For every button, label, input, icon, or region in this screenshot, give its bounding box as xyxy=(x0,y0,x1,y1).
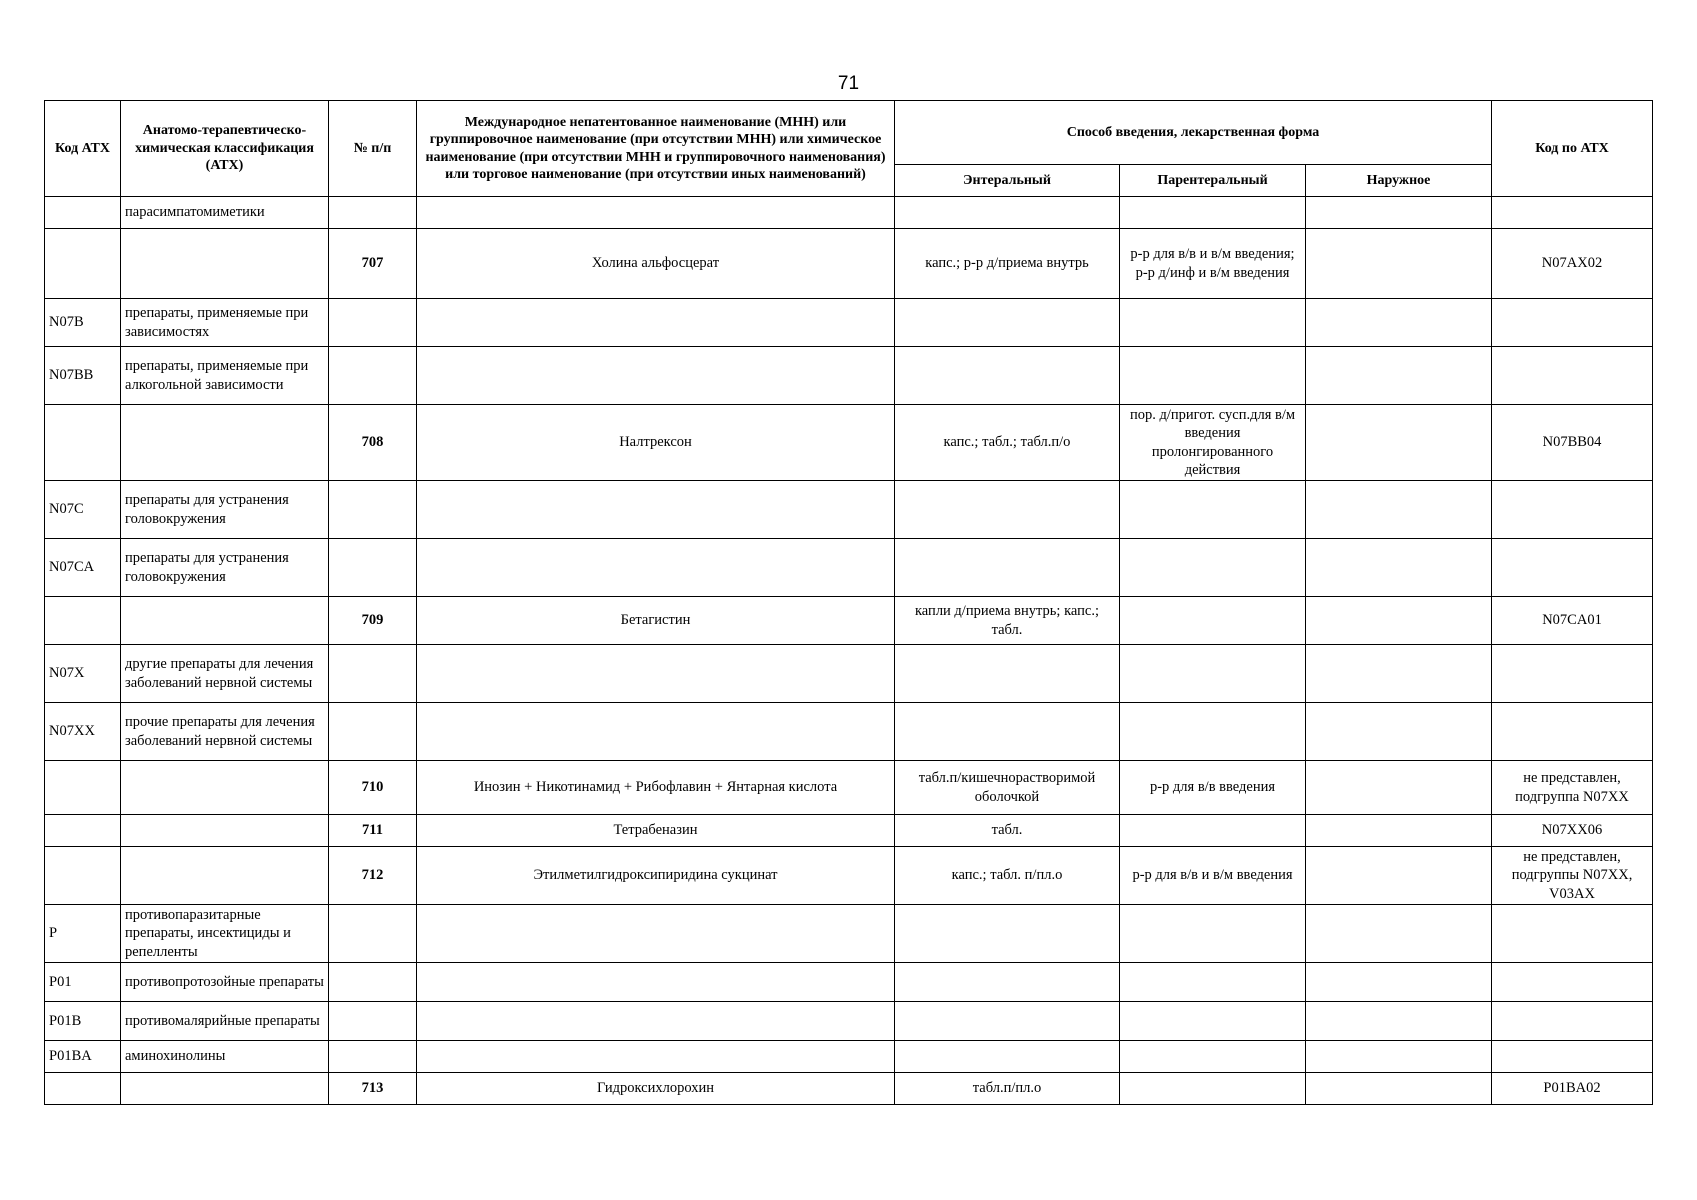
cell-drug-name: Этилметилгидроксипиридина сукцинат xyxy=(417,847,895,905)
table-row xyxy=(45,539,1653,597)
cell-drug-name: Инозин + Никотинамид + Рибофлавин + Янтарная кислота xyxy=(417,761,895,815)
cell-external xyxy=(1306,405,1492,481)
cell-code: P01 xyxy=(45,963,121,1002)
cell-enteral xyxy=(895,197,1120,229)
cell-number: 710 xyxy=(329,761,417,815)
drug-table xyxy=(44,100,1653,1105)
cell-number xyxy=(329,645,417,703)
cell-enteral xyxy=(895,1041,1120,1073)
cell-code xyxy=(45,815,121,847)
cell-code: N07B xyxy=(45,299,121,347)
cell-external xyxy=(1306,197,1492,229)
cell-external xyxy=(1306,963,1492,1002)
cell-classification: противопротозойные препараты xyxy=(121,963,329,1002)
cell-code: N07C xyxy=(45,481,121,539)
header-classification: Анатомо-терапевтическо-химическая классификация (АТХ) xyxy=(121,101,329,197)
cell-parenteral xyxy=(1120,1041,1306,1073)
table-row xyxy=(45,847,1653,905)
cell-classification: препараты, применяемые при зависимостях xyxy=(121,299,329,347)
cell-external xyxy=(1306,815,1492,847)
cell-atx-code: N07AX02 xyxy=(1492,229,1653,299)
cell-classification: аминохинолины xyxy=(121,1041,329,1073)
cell-number xyxy=(329,703,417,761)
cell-parenteral xyxy=(1120,299,1306,347)
cell-external xyxy=(1306,645,1492,703)
cell-drug-name xyxy=(417,905,895,963)
cell-number: 707 xyxy=(329,229,417,299)
cell-enteral xyxy=(895,1002,1120,1041)
cell-parenteral xyxy=(1120,597,1306,645)
cell-external xyxy=(1306,1073,1492,1105)
cell-parenteral xyxy=(1120,347,1306,405)
cell-code xyxy=(45,1073,121,1105)
cell-classification: другие препараты для лечения заболеваний нервной системы xyxy=(121,645,329,703)
cell-external xyxy=(1306,847,1492,905)
table-row xyxy=(45,405,1653,481)
cell-classification: противомалярийные препараты xyxy=(121,1002,329,1041)
cell-classification xyxy=(121,597,329,645)
cell-external xyxy=(1306,597,1492,645)
cell-number xyxy=(329,963,417,1002)
cell-external xyxy=(1306,347,1492,405)
cell-number xyxy=(329,481,417,539)
cell-enteral xyxy=(895,963,1120,1002)
cell-code xyxy=(45,229,121,299)
page-number: 71 xyxy=(837,73,860,94)
table-row xyxy=(45,761,1653,815)
table-row xyxy=(45,197,1653,229)
cell-atx-code: не представлен, подгруппы N07XX, V03AX xyxy=(1492,847,1653,905)
cell-classification: парасимпатомиметики xyxy=(121,197,329,229)
header-external: Наружное xyxy=(1306,165,1492,197)
cell-external xyxy=(1306,229,1492,299)
cell-enteral: табл.п/кишечнорастворимой оболочкой xyxy=(895,761,1120,815)
cell-enteral xyxy=(895,539,1120,597)
cell-atx-code: P01BA02 xyxy=(1492,1073,1653,1105)
cell-enteral: табл. xyxy=(895,815,1120,847)
table-row xyxy=(45,597,1653,645)
cell-atx-code xyxy=(1492,905,1653,963)
cell-drug-name xyxy=(417,1002,895,1041)
table-row xyxy=(45,645,1653,703)
table-row xyxy=(45,347,1653,405)
cell-parenteral: пор. д/пригот. сусп.для в/м введения пролонгированного действия xyxy=(1120,405,1306,481)
cell-classification: препараты для устранения головокружения xyxy=(121,481,329,539)
cell-atx-code xyxy=(1492,703,1653,761)
table-row xyxy=(45,1041,1653,1073)
cell-drug-name xyxy=(417,347,895,405)
cell-enteral: капли д/приема внутрь; капс.; табл. xyxy=(895,597,1120,645)
table-row xyxy=(45,481,1653,539)
cell-enteral: капс.; табл.; табл.п/о xyxy=(895,405,1120,481)
cell-drug-name: Налтрексон xyxy=(417,405,895,481)
cell-enteral xyxy=(895,703,1120,761)
cell-enteral xyxy=(895,481,1120,539)
cell-classification xyxy=(121,847,329,905)
table-row xyxy=(45,703,1653,761)
cell-parenteral xyxy=(1120,703,1306,761)
cell-external xyxy=(1306,1041,1492,1073)
cell-enteral xyxy=(895,905,1120,963)
cell-parenteral: р-р для в/в введения xyxy=(1120,761,1306,815)
table-header xyxy=(45,101,1653,197)
table-row xyxy=(45,1073,1653,1105)
header-code: Код АТХ xyxy=(45,101,121,197)
cell-parenteral xyxy=(1120,815,1306,847)
header-enteral: Энтеральный xyxy=(895,165,1120,197)
cell-drug-name xyxy=(417,299,895,347)
cell-classification xyxy=(121,761,329,815)
cell-code: N07XX xyxy=(45,703,121,761)
cell-code xyxy=(45,597,121,645)
cell-classification: противопаразитарные препараты, инсектициды и репелленты xyxy=(121,905,329,963)
cell-atx-code: N07XX06 xyxy=(1492,815,1653,847)
cell-parenteral xyxy=(1120,197,1306,229)
cell-atx-code xyxy=(1492,1002,1653,1041)
cell-atx-code xyxy=(1492,963,1653,1002)
table-body xyxy=(45,197,1653,1105)
cell-classification xyxy=(121,815,329,847)
cell-external xyxy=(1306,481,1492,539)
cell-drug-name: Холина альфосцерат xyxy=(417,229,895,299)
cell-number: 708 xyxy=(329,405,417,481)
cell-number: 711 xyxy=(329,815,417,847)
cell-parenteral xyxy=(1120,645,1306,703)
cell-external xyxy=(1306,761,1492,815)
cell-parenteral xyxy=(1120,1002,1306,1041)
cell-code: P01BA xyxy=(45,1041,121,1073)
cell-classification: препараты для устранения головокружения xyxy=(121,539,329,597)
cell-code: P01B xyxy=(45,1002,121,1041)
cell-code: N07X xyxy=(45,645,121,703)
cell-code: P xyxy=(45,905,121,963)
cell-enteral: табл.п/пл.о xyxy=(895,1073,1120,1105)
cell-atx-code xyxy=(1492,197,1653,229)
cell-external xyxy=(1306,905,1492,963)
header-parenteral: Парентеральный xyxy=(1120,165,1306,197)
cell-number: 713 xyxy=(329,1073,417,1105)
table-row xyxy=(45,815,1653,847)
cell-drug-name xyxy=(417,963,895,1002)
cell-code: N07CA xyxy=(45,539,121,597)
cell-atx-code xyxy=(1492,1041,1653,1073)
table-row xyxy=(45,963,1653,1002)
cell-enteral: капс.; табл. п/пл.о xyxy=(895,847,1120,905)
header-number: № п/п xyxy=(329,101,417,197)
cell-atx-code xyxy=(1492,347,1653,405)
cell-code xyxy=(45,197,121,229)
cell-code: N07BB xyxy=(45,347,121,405)
header-atx-code: Код по АТХ xyxy=(1492,101,1653,197)
table-row xyxy=(45,229,1653,299)
cell-parenteral xyxy=(1120,963,1306,1002)
cell-classification: препараты, применяемые при алкогольной зависимости xyxy=(121,347,329,405)
cell-atx-code xyxy=(1492,481,1653,539)
cell-code xyxy=(45,761,121,815)
cell-drug-name xyxy=(417,539,895,597)
cell-drug-name xyxy=(417,197,895,229)
cell-number xyxy=(329,1041,417,1073)
cell-number: 709 xyxy=(329,597,417,645)
table-row xyxy=(45,299,1653,347)
cell-drug-name xyxy=(417,481,895,539)
cell-parenteral: р-р для в/в и в/м введения xyxy=(1120,847,1306,905)
cell-external xyxy=(1306,539,1492,597)
cell-atx-code xyxy=(1492,645,1653,703)
cell-classification xyxy=(121,229,329,299)
cell-drug-name xyxy=(417,645,895,703)
table-row xyxy=(45,1002,1653,1041)
cell-parenteral xyxy=(1120,539,1306,597)
cell-parenteral xyxy=(1120,905,1306,963)
header-name: Международное непатентованное наименование (МНН) или группировочное наименование (при отсутствии МНН) или химическое наименование (при отсутствии МНН и группировочного наименования) или торговое наименование (при отсутствии иных наименований) xyxy=(417,101,895,197)
cell-enteral xyxy=(895,645,1120,703)
cell-number xyxy=(329,197,417,229)
cell-enteral: капс.; р-р д/приема внутрь xyxy=(895,229,1120,299)
cell-drug-name: Тетрабеназин xyxy=(417,815,895,847)
cell-number xyxy=(329,1002,417,1041)
header-route-group: Способ введения, лекарственная форма xyxy=(895,101,1492,165)
table-row xyxy=(45,905,1653,963)
cell-number xyxy=(329,299,417,347)
cell-drug-name: Бетагистин xyxy=(417,597,895,645)
cell-code xyxy=(45,847,121,905)
cell-atx-code: N07CA01 xyxy=(1492,597,1653,645)
cell-enteral xyxy=(895,347,1120,405)
cell-atx-code: N07BB04 xyxy=(1492,405,1653,481)
cell-number xyxy=(329,539,417,597)
cell-drug-name xyxy=(417,703,895,761)
cell-classification xyxy=(121,1073,329,1105)
cell-atx-code xyxy=(1492,299,1653,347)
cell-external xyxy=(1306,299,1492,347)
cell-classification xyxy=(121,405,329,481)
cell-parenteral xyxy=(1120,1073,1306,1105)
cell-number: 712 xyxy=(329,847,417,905)
cell-number xyxy=(329,347,417,405)
cell-external xyxy=(1306,1002,1492,1041)
cell-number xyxy=(329,905,417,963)
cell-classification: прочие препараты для лечения заболеваний нервной системы xyxy=(121,703,329,761)
cell-atx-code xyxy=(1492,539,1653,597)
cell-drug-name: Гидроксихлорохин xyxy=(417,1073,895,1105)
cell-parenteral: р-р для в/в и в/м введения; р-р д/инф и в/м введения xyxy=(1120,229,1306,299)
cell-external xyxy=(1306,703,1492,761)
cell-parenteral xyxy=(1120,481,1306,539)
cell-atx-code: не представлен, подгруппа N07XX xyxy=(1492,761,1653,815)
cell-drug-name xyxy=(417,1041,895,1073)
cell-enteral xyxy=(895,299,1120,347)
cell-code xyxy=(45,405,121,481)
